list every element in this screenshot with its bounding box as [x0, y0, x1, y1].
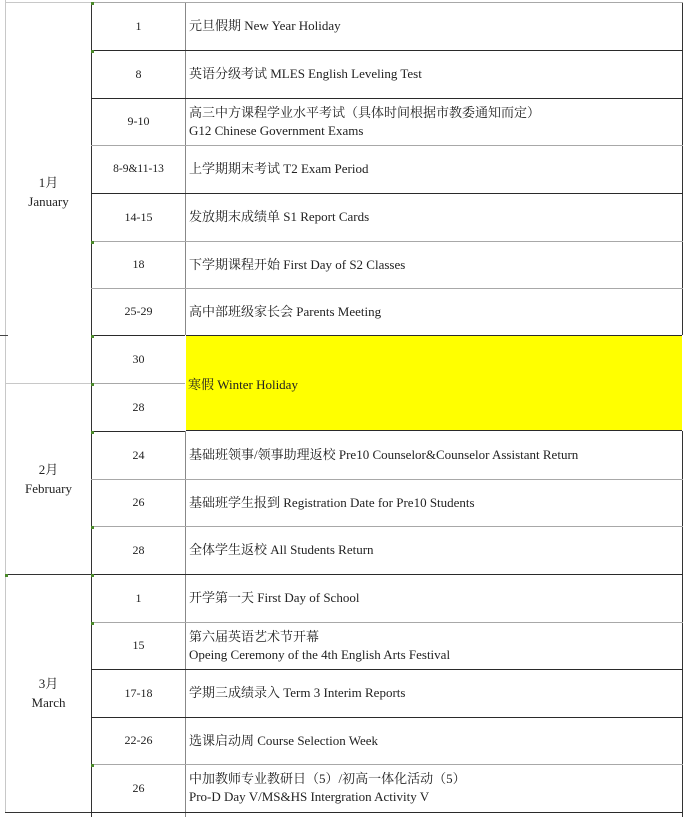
- cell-marker-icon: [91, 335, 94, 338]
- table-row: [91, 98, 683, 145]
- date-cell: 26: [91, 479, 185, 526]
- date-cell: 28: [91, 383, 185, 431]
- row-divider: [91, 50, 683, 51]
- table-row: [91, 717, 683, 764]
- table-row: [91, 241, 683, 288]
- row-divider: [91, 479, 683, 480]
- event-text: 基础班领事/领事助理返校 Pre10 Counselor&Counselor Assistant Return: [189, 447, 579, 462]
- event-cell: [185, 574, 683, 622]
- event-text: 高中部班级家长会 Parents Meeting: [189, 303, 382, 319]
- event-cell: [185, 50, 683, 98]
- cell-marker-icon: [91, 574, 94, 577]
- event-cell: [185, 669, 683, 717]
- row-divider: [91, 98, 683, 99]
- date-cell: 1: [91, 2, 185, 50]
- event-cell: [185, 98, 683, 145]
- date-cell: 28: [91, 526, 185, 574]
- date-cell: 8-9&11-13: [91, 145, 185, 193]
- date-cell: 9-10: [91, 98, 185, 145]
- month-divider: [5, 2, 91, 3]
- table-row: [91, 431, 683, 479]
- month-cell-march: [5, 574, 91, 812]
- row-divider: [91, 193, 683, 194]
- cell-marker-icon: [91, 241, 94, 244]
- row-divider: [91, 812, 683, 813]
- event-text: 发放期末成绩单 S1 Report Cards: [189, 209, 370, 224]
- event-text: 开学第一天 First Day of School: [189, 590, 360, 605]
- table-row: [91, 526, 683, 574]
- cell-marker-icon: [91, 50, 94, 53]
- cell-marker-icon: [91, 526, 94, 529]
- event-text: 下学期课程开始 First Day of S2 Classes: [189, 256, 406, 272]
- table-row: [91, 764, 683, 812]
- month-en: January: [28, 193, 69, 209]
- month-cn: 2月: [38, 461, 59, 477]
- row-divider: [91, 431, 185, 432]
- event-text-en: Opeing Ceremony of the 4th English Arts Festival: [189, 646, 451, 662]
- row-divider: [91, 574, 683, 575]
- month-cn: 3月: [38, 676, 59, 691]
- outer-row-stub: [0, 335, 8, 336]
- date-cell: 17-18: [91, 669, 185, 717]
- event-text-cn: 高三中方课程学业水平考试（具体时间根据市教委通知而定）: [189, 104, 541, 120]
- date-cell: 22-26: [91, 717, 185, 764]
- date-cell: 25-29: [91, 288, 185, 335]
- row-divider: [91, 764, 683, 765]
- date-cell: 26: [91, 764, 185, 812]
- event-text: 学期三成绩录入 Term 3 Interim Reports: [189, 685, 406, 700]
- event-text: 基础班学生报到 Registration Date for Pre10 Students: [189, 494, 475, 510]
- event-text-cn: 第六届英语艺术节开幕: [189, 628, 320, 644]
- event-cell: [185, 764, 683, 812]
- event-cell: [185, 479, 683, 526]
- event-cell: [185, 526, 683, 574]
- table-row: [91, 622, 683, 669]
- event-cell: [185, 288, 683, 335]
- row-divider: [91, 383, 185, 384]
- table-row: [91, 145, 683, 193]
- date-cell: 18: [91, 241, 185, 288]
- date-cell: 24: [91, 431, 185, 479]
- month-cn: 1月: [38, 174, 59, 190]
- row-divider: [91, 288, 683, 289]
- table-row: [91, 50, 683, 98]
- event-text-en: Pro-D Day V/MS&HS Intergration Activity V: [189, 789, 430, 804]
- event-cell: [185, 431, 683, 479]
- table-row: [91, 288, 683, 335]
- table-row: [91, 574, 683, 622]
- date-cell: 15: [91, 622, 185, 669]
- row-divider: [91, 717, 683, 718]
- event-cell: [185, 717, 683, 764]
- event-text: 选课启动周 Course Selection Week: [189, 732, 378, 748]
- date-cell: 8: [91, 50, 185, 98]
- table-row: [91, 193, 683, 241]
- event-text: 寒假 Winter Holiday: [188, 376, 298, 392]
- event-cell: [185, 622, 683, 669]
- event-text: 元旦假期 New Year Holiday: [189, 18, 341, 33]
- cell-marker-icon: [91, 764, 94, 767]
- row-divider: [91, 335, 185, 336]
- date-cell: 14-15: [91, 193, 185, 241]
- row-divider: [91, 526, 683, 527]
- event-cell: [185, 145, 683, 193]
- month-cell-february: [5, 383, 91, 574]
- event-text: 上学期期末考试 T2 Exam Period: [189, 161, 369, 176]
- event-cell: [185, 193, 683, 241]
- event-text: 全体学生返校 All Students Return: [189, 542, 374, 557]
- cell-marker-icon: [91, 2, 94, 5]
- table-row: [91, 2, 683, 50]
- month-cell-january: [5, 0, 91, 383]
- month-divider: [5, 383, 91, 384]
- event-text-en: G12 Chinese Government Exams: [189, 122, 364, 138]
- table-row: [91, 669, 683, 717]
- cell-marker-icon: [5, 574, 8, 577]
- row-divider: [91, 622, 683, 623]
- row-divider: [91, 2, 683, 3]
- cell-marker-icon: [91, 431, 94, 434]
- row-divider: [91, 241, 683, 242]
- event-text: 英语分级考试 MLES English Leveling Test: [189, 66, 422, 81]
- cell-marker-icon: [91, 383, 94, 386]
- month-divider: [5, 574, 91, 575]
- winter-holiday-cell: [186, 335, 682, 431]
- month-en: March: [31, 695, 66, 710]
- event-text-cn: 中加教师专业教研日（5）/初高一体化活动（5）: [189, 771, 466, 786]
- row-divider: [91, 669, 683, 670]
- month-divider: [5, 812, 91, 813]
- date-cell: 30: [91, 335, 185, 383]
- event-cell: [185, 2, 683, 50]
- cell-marker-icon: [91, 622, 94, 625]
- month-en: February: [25, 480, 72, 496]
- date-cell: 1: [91, 574, 185, 622]
- row-divider: [91, 145, 683, 146]
- table-row: [91, 479, 683, 526]
- event-cell: [185, 241, 683, 288]
